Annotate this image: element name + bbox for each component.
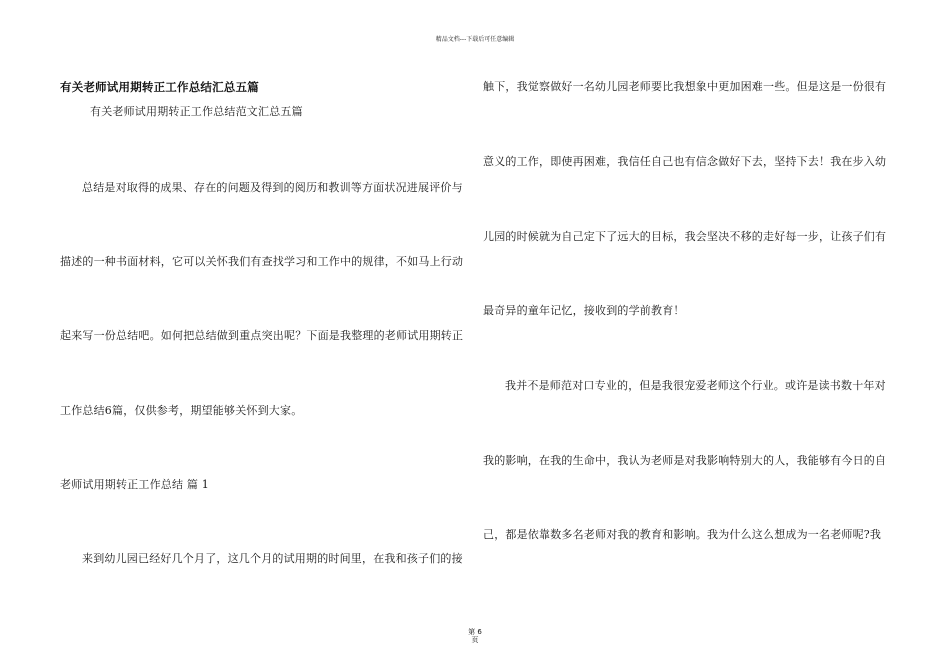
paragraph-line: 来到幼儿园已经好几个月了，这几个月的试用期的时间里，在我和孩子们的接: [82, 552, 463, 565]
paragraph-line: 总结是对取得的成果、存在的问题及得到的阅历和教训等方面状况进展评价与: [82, 181, 463, 194]
paragraph-line: 最奇异的童年记忆，接收到的学前教育！: [483, 304, 685, 317]
paragraph-line: 触下，我觉察做好一名幼儿园老师要比我想象中更加困难一些。但是这是一份很有: [483, 80, 887, 93]
paragraph-line: 描述的一种书面材料，它可以关怀我们有查找学习和工作中的规律，不如马上行动: [60, 255, 464, 268]
page-number-suffix: 页: [471, 636, 479, 644]
section-heading: 老师试用期转正工作总结 篇 1: [60, 478, 209, 491]
paragraph-line: 己，都是依靠数多名老师对我的教育和影响。我为什么这么想成为一名老师呢?我: [483, 528, 882, 541]
page-header-note: 精品文档---下载后可任意编辑: [435, 36, 515, 43]
right-column: [483, 0, 888, 672]
paragraph-line: 我并不是师范对口专业的，但是我很宠爱老师这个行业。或许是读书数十年对: [505, 379, 886, 392]
paragraph-line: 工作总结6篇，仅供参考，期望能够关怀到大家。: [60, 404, 303, 417]
paragraph-line: 起来写一份总结吧。如何把总结做到重点突出呢？下面是我整理的老师试用期转正: [60, 329, 464, 342]
document-subtitle: 有关老师试用期转正工作总结范文汇总五篇: [90, 105, 303, 118]
page-number-prefix: 第 6: [468, 628, 482, 636]
document-title: 有关老师试用期转正工作总结汇总五篇: [60, 80, 259, 94]
page-number: [0, 628, 950, 644]
paragraph-line: 我的影响，在我的生命中，我认为老师是对我影响特别大的人，我能够有今日的自: [483, 454, 887, 467]
paragraph-line: 儿园的时候就为自己定下了远大的目标，我会坚决不移的走好每一步，让孩子们有: [483, 230, 887, 243]
paragraph-line: 意义的工作，即使再困难，我信任自己也有信念做好下去，坚持下去！我在步入幼: [483, 155, 887, 168]
left-column: [60, 0, 465, 672]
